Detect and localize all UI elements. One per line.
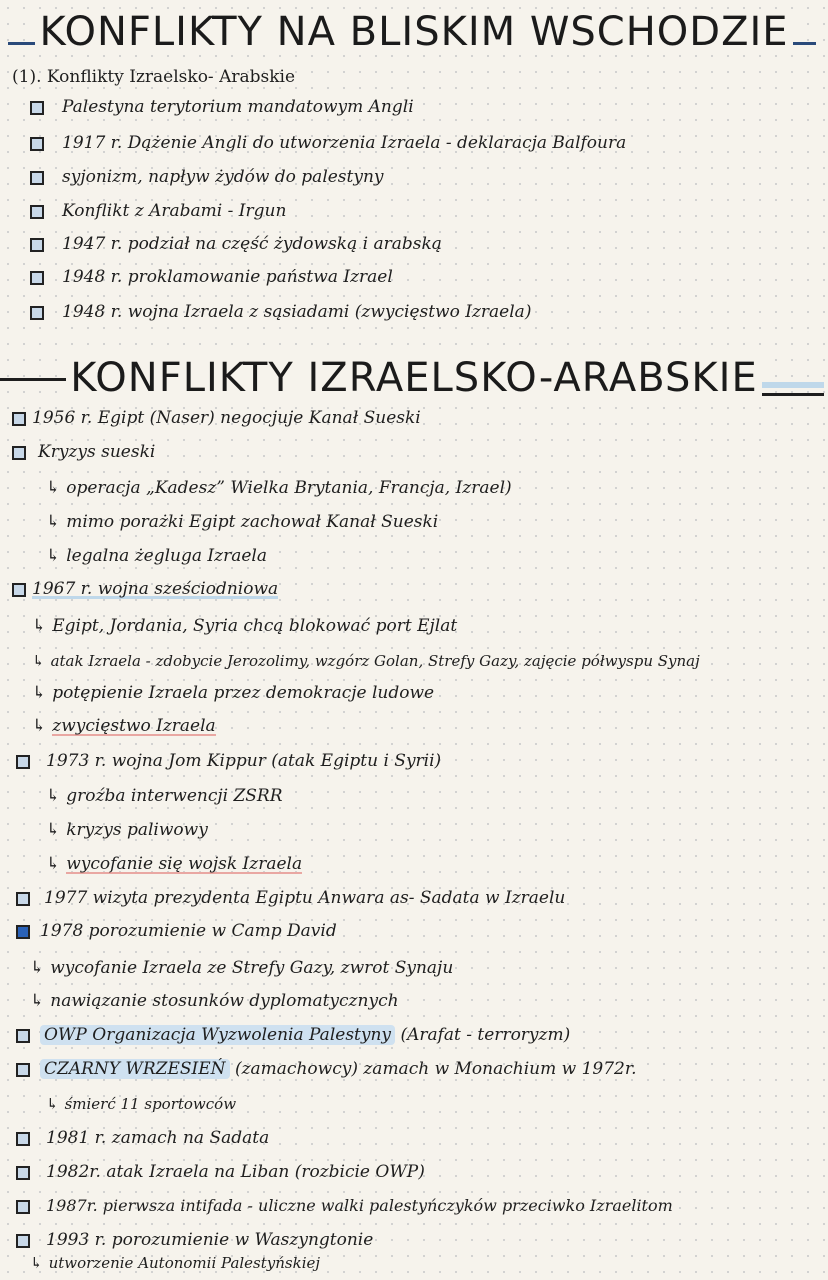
list-item: 1948 r. wojna Izraela z sąsiadami (zwycięstwo Izraela)	[62, 302, 532, 322]
sub-item: ↳ utworzenie Autonomii Palestyńskiej	[30, 1254, 321, 1272]
arrow-icon: ↳	[30, 991, 45, 1011]
list-item: 1978 porozumienie w Camp David	[40, 921, 337, 941]
title2: KONFLIKTY IZRAELSKO-ARABSKIE	[0, 356, 828, 400]
sub-item: ↳ nawiązanie stosunków dyplomatycznych	[30, 991, 399, 1011]
list-item: Kryzys sueski	[38, 442, 156, 462]
arrow-icon: ↳	[46, 1095, 59, 1113]
checkbox[interactable]	[12, 412, 26, 426]
list-item: 1993 r. porozumienie w Waszyngtonie	[46, 1230, 374, 1250]
sub-item: ↳ Egipt, Jordania, Syria chcą blokować port Ejlat	[32, 616, 458, 636]
list-item: CZARNY WRZESIEŃ (zamachowcy) zamach w Monachium w 1972r.	[40, 1058, 637, 1080]
arrow-icon: ↳	[30, 1254, 43, 1272]
sub-item: ↳ mimo porażki Egipt zachował Kanał Sueski	[46, 512, 439, 532]
sub-item: ↳ kryzys paliwowy	[46, 820, 208, 840]
list-item: 1917 r. Dążenie Angli do utworzenia Izraela - deklaracja Balfoura	[62, 133, 627, 153]
checkbox[interactable]	[16, 755, 30, 769]
checkbox[interactable]	[12, 583, 26, 597]
list-item: 1967 r. wojna sześciodniowa	[32, 579, 279, 599]
arrow-icon: ↳	[46, 820, 61, 840]
sub-item: ↳ groźba interwencji ZSRR	[46, 786, 283, 806]
list-item: Palestyna terytorium mandatowym Angli	[62, 97, 414, 117]
arrow-icon: ↳	[32, 716, 47, 736]
checkbox-checked[interactable]	[16, 925, 30, 939]
arrow-icon: ↳	[30, 958, 45, 978]
list-item: OWP Organizacja Wyzwolenia Palestyny (Arafat - terroryzm)	[40, 1024, 570, 1046]
list-item: Konflikt z Arabami - Irgun	[62, 201, 287, 221]
list-item: 1977 wizyta prezydenta Egiptu Anwara as- Sadata w Izraelu	[44, 888, 566, 908]
sub-item: ↳ śmierć 11 sportowców	[46, 1095, 237, 1113]
checkbox[interactable]	[30, 101, 44, 115]
sub-item: ↳ wycofanie Izraela ze Strefy Gazy, zwrot Synaju	[30, 958, 454, 978]
checkbox[interactable]	[30, 137, 44, 151]
sub-item: ↳ zwycięstwo Izraela	[32, 716, 216, 736]
checkbox[interactable]	[30, 271, 44, 285]
checkbox[interactable]	[30, 205, 44, 219]
arrow-icon: ↳	[32, 652, 45, 670]
arrow-icon: ↳	[32, 616, 47, 636]
arrow-icon: ↳	[46, 478, 61, 498]
list-item: 1981 r. zamach na Sadata	[46, 1128, 270, 1148]
title1: KONFLIKTY NA BLISKIM WSCHODZIE	[0, 10, 828, 54]
sub-item: ↳ potępienie Izraela przez demokracje ludowe	[32, 683, 435, 703]
checkbox[interactable]	[16, 1132, 30, 1146]
section1-heading: (1). Konflikty Izraelsko- Arabskie	[12, 67, 296, 87]
arrow-icon: ↳	[46, 786, 61, 806]
arrow-icon: ↳	[46, 512, 61, 532]
checkbox[interactable]	[16, 892, 30, 906]
checkbox[interactable]	[16, 1063, 30, 1077]
checkbox[interactable]	[30, 171, 44, 185]
sub-item: ↳ operacja „Kadesz” Wielka Brytania, Francja, Izrael)	[46, 478, 512, 498]
sub-item: ↳ atak Izraela - zdobycie Jerozolimy, wzgórz Golan, Strefy Gazy, zajęcie półwyspu Synaj	[32, 652, 700, 670]
list-item: 1948 r. proklamowanie państwa Izrael	[62, 267, 393, 287]
list-item: syjonizm, napływ żydów do palestyny	[62, 167, 384, 187]
sub-item: ↳ wycofanie się wojsk Izraela	[46, 854, 303, 874]
list-item: 1982r. atak Izraela na Liban (rozbicie OWP)	[46, 1162, 425, 1182]
arrow-icon: ↳	[32, 683, 47, 703]
checkbox[interactable]	[16, 1029, 30, 1043]
list-item: 1973 r. wojna Jom Kippur (atak Egiptu i Syrii)	[46, 751, 442, 771]
checkbox[interactable]	[12, 446, 26, 460]
sub-item: ↳ legalna żegluga Izraela	[46, 546, 267, 566]
arrow-icon: ↳	[46, 546, 61, 566]
checkbox[interactable]	[30, 238, 44, 252]
list-item: 1947 r. podział na część żydowską i arabską	[62, 234, 442, 254]
checkbox[interactable]	[30, 306, 44, 320]
checkbox[interactable]	[16, 1166, 30, 1180]
checkbox[interactable]	[16, 1234, 30, 1248]
list-item: 1987r. pierwsza intifada - uliczne walki palestyńczyków przeciwko Izraelitom	[46, 1196, 673, 1215]
arrow-icon: ↳	[46, 854, 61, 874]
list-item: 1956 r. Egipt (Naser) negocjuje Kanał Sueski	[32, 408, 421, 428]
checkbox[interactable]	[16, 1200, 30, 1214]
